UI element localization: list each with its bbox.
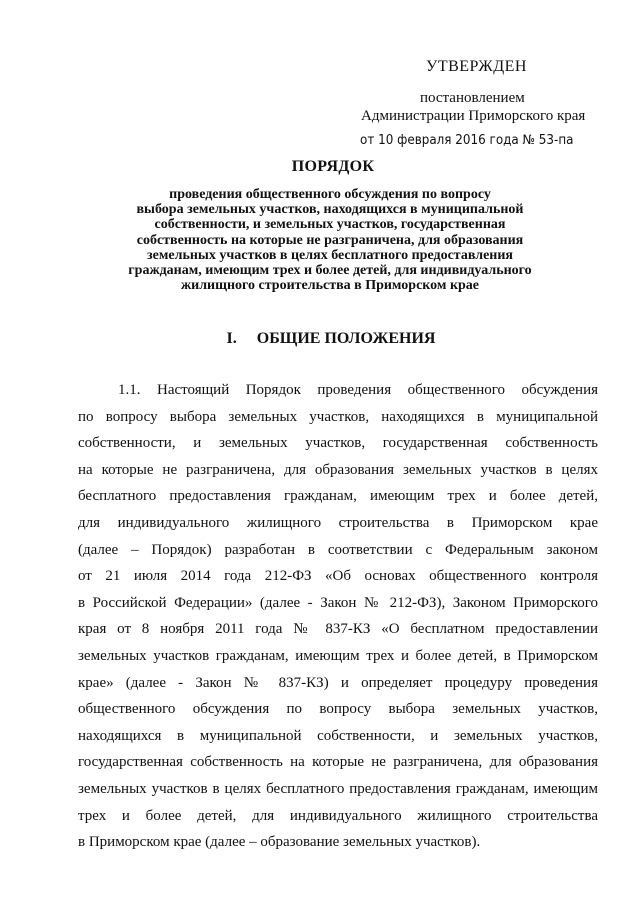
subtitle-line: собственность на которые не разграничена, для образования xyxy=(136,232,524,248)
subtitle-line: земельных участков в целях бесплатного предоставления xyxy=(147,247,513,263)
document-subtitle xyxy=(60,187,600,293)
paragraph-line: земельных участков гражданам, имеющим трех и более детей, в Приморском xyxy=(78,647,598,664)
paragraph-line: в Приморском крае (далее – образование земельных участков). xyxy=(78,834,481,851)
approving-authority: Администрации Приморского края xyxy=(361,108,586,124)
paragraph-line: трех и более детей, для индивидуального жилищного строительства xyxy=(78,807,598,824)
paragraph-line: от 21 июля 2014 года 212-ФЗ «Об основах общественного контроля xyxy=(78,568,598,585)
paragraph-line: бесплатного предоставления гражданам, имеющим трех и более детей, xyxy=(78,488,598,505)
paragraph-line: (далее – Порядок) разработан в соответствии с Федеральным законом xyxy=(78,541,598,558)
paragraph-1-1 xyxy=(78,377,598,856)
paragraph-line: на которые не разграничена, для образования земельных участков в целях xyxy=(78,461,598,478)
section-number: I. xyxy=(226,330,237,347)
section-heading xyxy=(0,330,640,348)
paragraph-line: общественного обсуждения по вопросу выбора земельных участков, xyxy=(78,701,598,718)
paragraph-line: земельных участков в целях бесплатного предоставления гражданам, имеющим xyxy=(78,780,598,797)
subtitle-line: выбора земельных участков, находящихся в муниципальной xyxy=(136,202,524,218)
section-title: ОБЩИЕ ПОЛОЖЕНИЯ xyxy=(256,330,436,347)
paragraph-line: 1.1. Настоящий Порядок проведения общественного обсуждения xyxy=(118,382,598,398)
paragraph-line: собственности, и земельных участков, государственная собственность xyxy=(78,435,598,452)
approval-date-number: от 10 февраля 2016 года № 53-па xyxy=(360,133,574,148)
subtitle-line: собственности, и земельных участков, государственная xyxy=(154,217,506,233)
subtitle-line: гражданам, имеющим трех и более детей, для индивидуального xyxy=(128,262,532,278)
document-title: ПОРЯДОК xyxy=(291,158,375,175)
paragraph-line: по вопросу выбора земельных участков, находящихся в муниципальной xyxy=(78,408,598,425)
subtitle-line: проведения общественного обсуждения по вопросу xyxy=(169,187,491,202)
subtitle-line: жилищного строительства в Приморском крае xyxy=(180,278,480,294)
approved-by-line: постановлением xyxy=(420,90,525,106)
paragraph-line: государственная собственность на которые не разграничена, для образования xyxy=(78,754,598,771)
paragraph-line: для индивидуального жилищного строительства в Приморском крае xyxy=(78,514,598,531)
paragraph-line: в Российской Федерации» (далее - Закон № 212-ФЗ), Законом Приморского xyxy=(78,594,598,611)
paragraph-line: крае» (далее - Закон № 837-КЗ) и определяет процедуру проведения xyxy=(78,674,598,691)
paragraph-line: находящихся в муниципальной собственности, и земельных участков, xyxy=(78,727,598,744)
paragraph-line: края от 8 ноября 2011 года № 837-КЗ «О бесплатном предоставлении xyxy=(78,621,598,638)
approved-title: УТВЕРЖДЕН xyxy=(426,58,527,75)
